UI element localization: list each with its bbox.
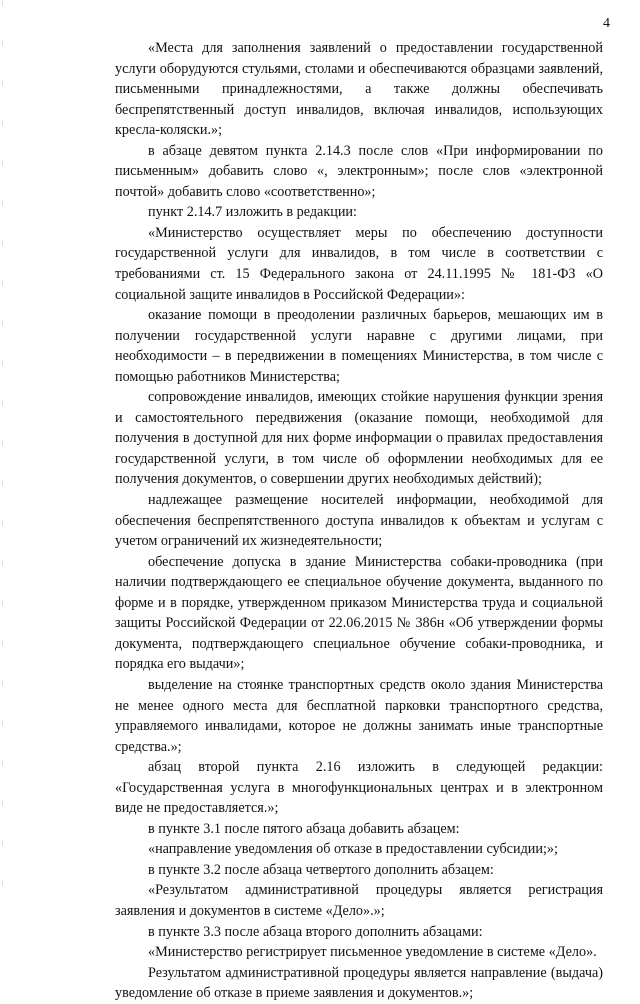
page-number: 4 (603, 16, 610, 31)
paragraph: «Министерство осуществляет меры по обеспечению доступности государственной услуги для инвалидов, в том числе в соответствии с требованиями ст. 15 Федерального закона от 24.11.1995 № 181-ФЗ «О социальной защите инвалидов в Российской Федерации»: (115, 224, 603, 303)
paragraph: пункт 2.14.7 изложить в редакции: (148, 204, 357, 221)
document-body (115, 38, 603, 1004)
paragraph: «Результатом административной процедуры является регистрация заявления и документов в системе «Дело».»; (115, 882, 603, 919)
paragraph: абзац второй пункта 2.16 изложить в следующей редакции: «Государственная услуга в многофункциональных центрах и в электронном виде не предоставляется.»; (115, 759, 603, 817)
paragraph: «Места для заполнения заявлений о предоставлении государственной услуги оборудуются стульями, столами и обеспечиваются образцами заявлений, письменными принадлежностями, а также должны обеспечивать беспрепятственный доступ инвалидов, включая инвалидов, использующих кресла-коляски.»; (115, 40, 603, 139)
paragraph: надлежащее размещение носителей информации, необходимой для обеспечения беспрепятственного доступа инвалидов к объектам и услугам с учетом ограничений их жизнедеятельности; (115, 492, 603, 550)
paragraph: в пункте 3.2 после абзаца четвертого дополнить абзацем: (148, 861, 494, 878)
paragraph: оказание помощи в преодолении различных барьеров, мешающих им в получении государственной услуги наравне с другими лицами, при необходимости – в передвижении в помещениях Министерства, в том числе с помощью работников Министерства; (115, 307, 603, 385)
paragraph: в пункте 3.3 после абзаца второго дополнить абзацами: (148, 923, 483, 940)
paragraph: «Министерство регистрирует письменное уведомление в системе «Дело». (148, 944, 597, 961)
paragraph: в пункте 3.1 после пятого абзаца добавить абзацем: (148, 820, 460, 837)
paragraph: Результатом административной процедуры является направление (выдача) уведомление об отказе в приеме заявления и документов.»; (115, 964, 603, 1002)
scan-edge-artifact (2, 0, 3, 905)
paragraph: выделение на стоянке транспортных средств около здания Министерства не менее одного места для бесплатной парковки транспортного средства, управляемого инвалидами, которое не должны занимать иные транспортные средства.»; (115, 676, 603, 755)
paragraph: в абзаце девятом пункта 2.14.3 после слов «При информировании по письменным» добавить слово «, электронным»; после слов «электронной почтой» добавить слово «соответственно»; (115, 142, 603, 200)
paragraph: обеспечение допуска в здание Министерства собаки-проводника (при наличии подтверждающего ее специальное обучение документа, выданного по форме и в порядке, утвержденном приказом Министерства труда и социальной защиты Российской Федерации от 22.06.2015 № 386н «Об утверждении формы документа, подтверждающего специальное обучение собаки-проводника, и порядка его выдачи»; (115, 553, 603, 673)
paragraph: «направление уведомления об отказе в предоставлении субсидии;»; (148, 841, 558, 858)
paragraph: сопровождение инвалидов, имеющих стойкие нарушения функции зрения и самостоятельного передвижения (оказание помощи, необходимой для получения в доступной для них форме информации о правилах предоставления государственной услуги, в том числе об оформлении необходимых для ее получения документов, о совершении других необходимых действий); (115, 389, 603, 488)
